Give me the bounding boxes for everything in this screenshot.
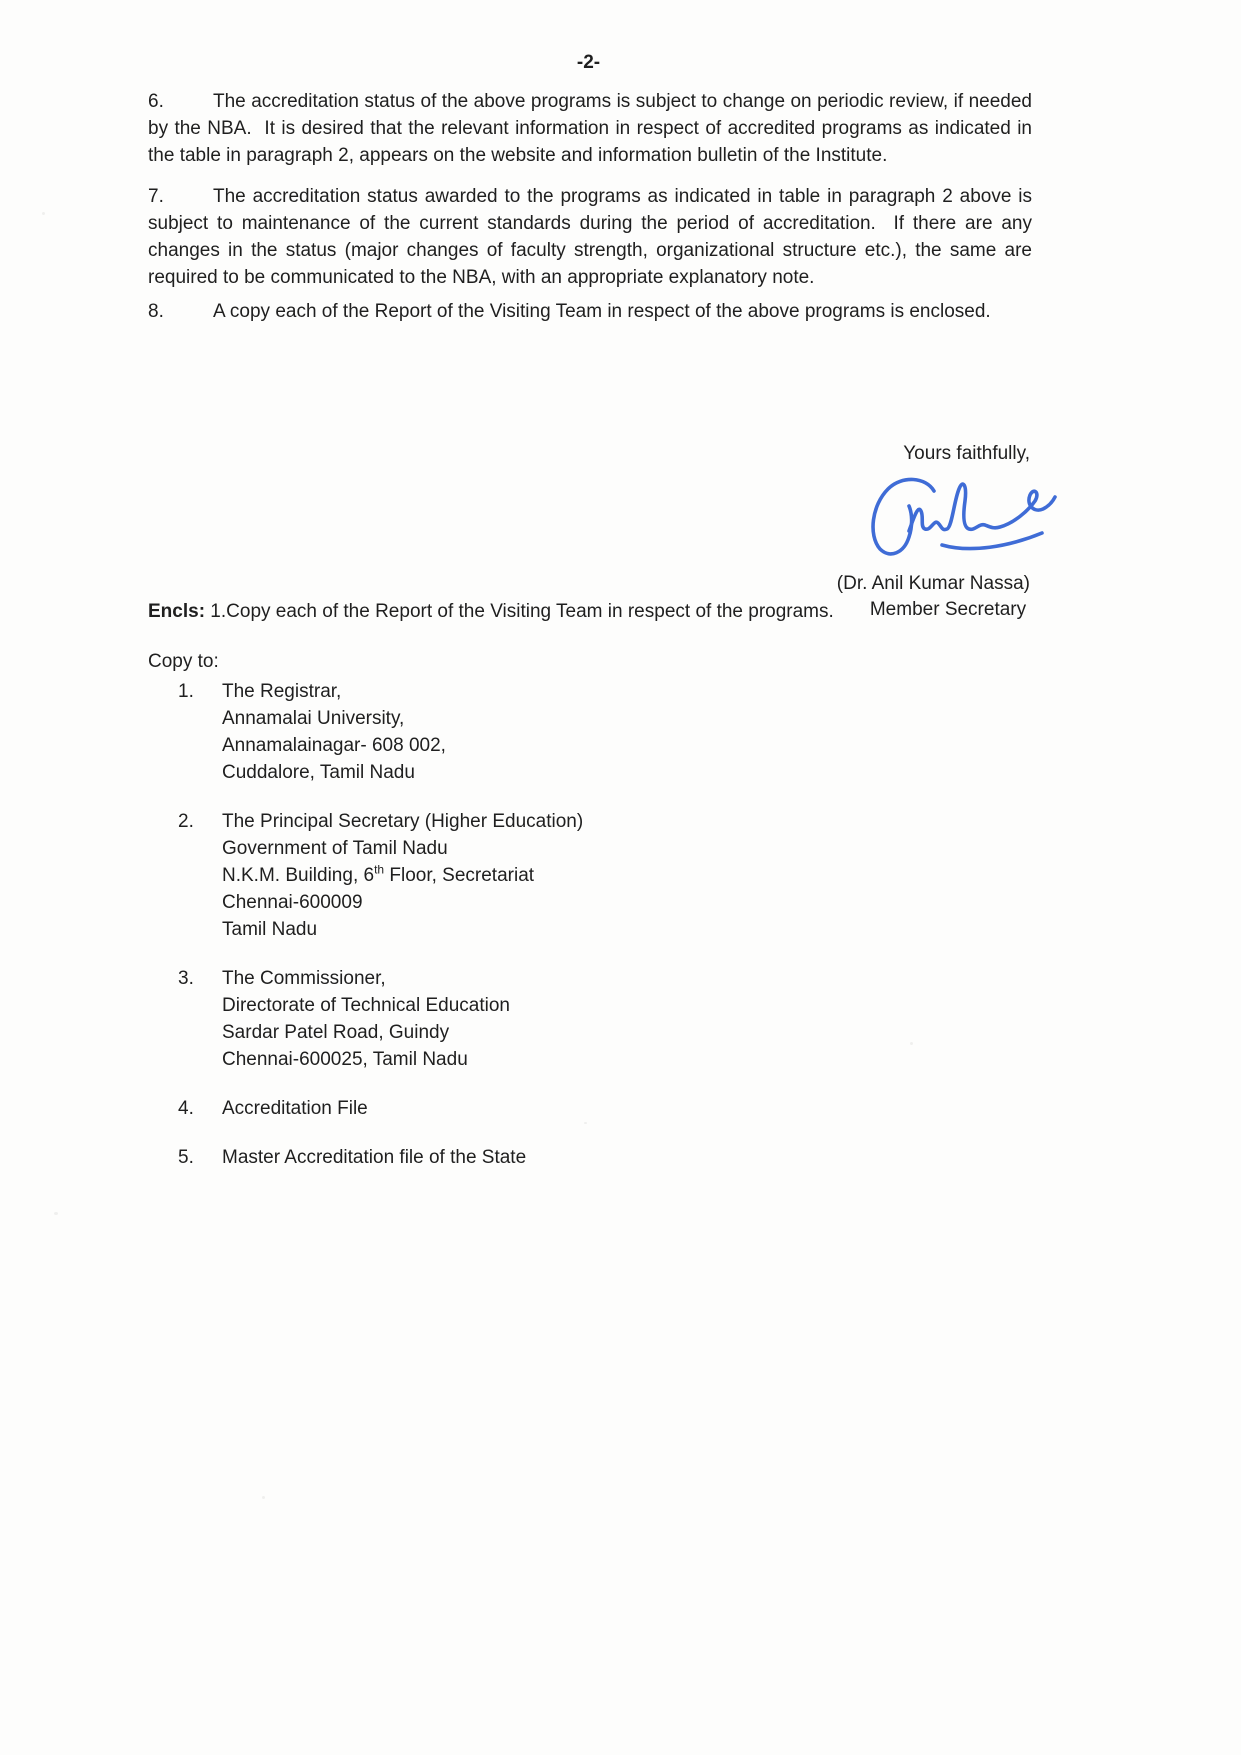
paragraph-6 [148, 88, 1038, 169]
copy-line: The Commissioner, [222, 968, 386, 989]
copy-to-heading: Copy to: [148, 651, 219, 672]
enclosure-label: Encls: [148, 601, 206, 622]
signature-ink [830, 469, 1062, 573]
copy-line: Chennai-600009 [222, 892, 363, 913]
copy-item-number: 5. [178, 1147, 194, 1168]
copy-item-number: 2. [178, 811, 194, 832]
enclosure-line [148, 598, 1048, 625]
signature-block [830, 441, 1030, 623]
copy-line: The Registrar, [222, 681, 342, 702]
copy-line: Tamil Nadu [222, 919, 318, 940]
copy-item-number: 3. [178, 968, 194, 989]
paragraph-text: The accreditation status awarded to the programs as indicated in table in paragraph 2 above is subject to maintenance of the current standards during the period of accreditation. If there are any changes in the status (major changes of faculty strength, organizational structure etc.), the same are required to be communicated to the NBA, with an appropriate explanatory note. [148, 186, 1038, 288]
scan-speck [54, 1212, 58, 1215]
copy-item-3 [178, 965, 878, 1073]
copy-item-5 [178, 1144, 878, 1171]
scan-speck [42, 212, 45, 215]
copy-line: Master Accreditation file of the State [222, 1147, 527, 1168]
copy-item-number: 1. [178, 681, 194, 702]
ordinal-superscript: th [374, 862, 385, 877]
copy-item-1 [178, 678, 878, 786]
copy-item-2 [178, 808, 878, 943]
paragraph-text: A copy each of the Report of the Visiting Team in respect of the above programs is enclosed. [213, 301, 991, 322]
copy-line: Annamalainagar- 608 002, [222, 735, 446, 756]
copy-line: Sardar Patel Road, Guindy [222, 1022, 450, 1043]
scan-speck [584, 1122, 587, 1124]
scan-speck [910, 1042, 913, 1045]
copy-line: Chennai-600025, Tamil Nadu [222, 1049, 468, 1070]
copy-line: Directorate of Technical Education [222, 995, 510, 1016]
page-number: -2- [576, 52, 601, 73]
copy-item-number: 4. [178, 1098, 194, 1119]
copy-line: Annamalai University, [222, 708, 405, 729]
scan-speck [262, 1496, 265, 1499]
copy-line: Accreditation File [222, 1098, 368, 1119]
copy-item-4 [178, 1095, 878, 1122]
signer-name: (Dr. Anil Kumar Nassa) [836, 573, 1030, 594]
signer-title: Member Secretary [869, 599, 1027, 620]
paragraph-number: 8. [148, 301, 164, 322]
paragraph-7 [148, 183, 1038, 291]
enclosure-text: 1.Copy each of the Report of the Visiting Team in respect of the programs. [205, 601, 834, 622]
paragraph-8 [148, 298, 1032, 325]
paragraph-number: 7. [148, 186, 164, 207]
copy-line: Cuddalore, Tamil Nadu [222, 762, 415, 783]
paragraph-number: 6. [148, 91, 164, 112]
copy-line: N.K.M. Building, 6th Floor, Secretariat [222, 862, 535, 886]
copy-line: Government of Tamil Nadu [222, 838, 448, 859]
copy-line: The Principal Secretary (Higher Education) [222, 811, 584, 832]
closing-salutation: Yours faithfully, [903, 443, 1030, 464]
paragraph-text: The accreditation status of the above programs is subject to change on periodic review, if needed by the NBA. It is desired that the relevant information in respect of accredited programs as indicated in the table in paragraph 2, appears on the website and information bulletin of the Institute. [148, 91, 1038, 166]
copy-to-list [178, 678, 878, 1193]
